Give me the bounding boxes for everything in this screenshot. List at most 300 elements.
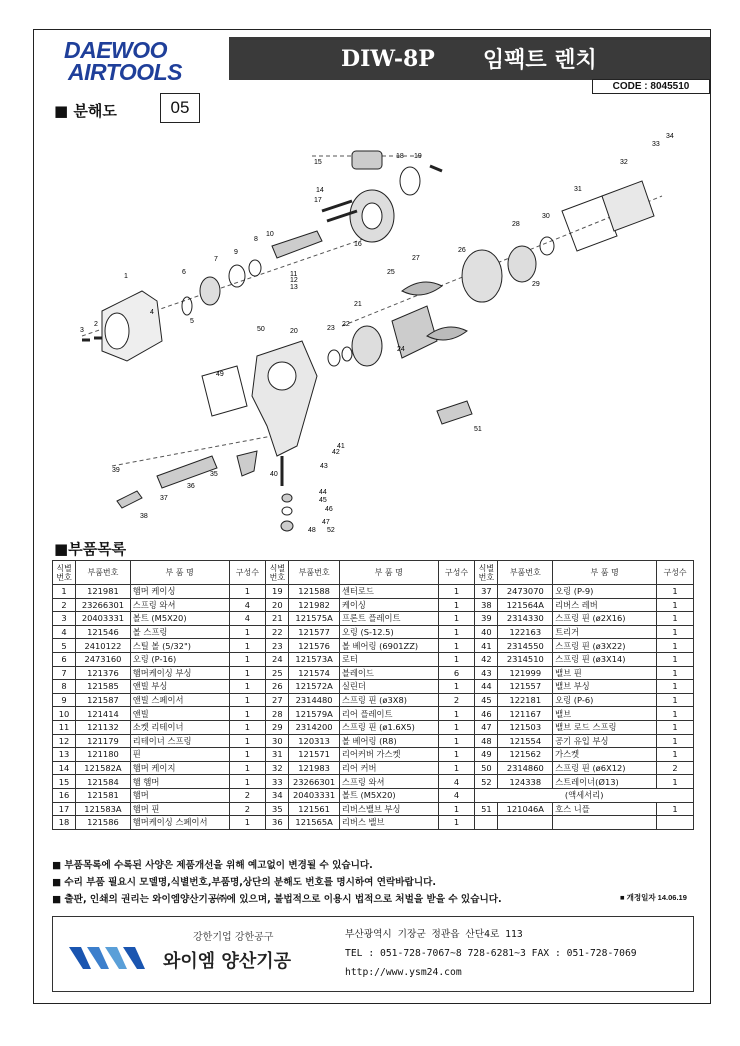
table-cell: 14 <box>53 761 76 775</box>
table-cell: 2 <box>229 788 266 802</box>
column-header: 부품번호 <box>289 561 339 585</box>
table-cell: 20403331 <box>289 788 339 802</box>
table-cell: 47 <box>475 720 498 734</box>
table-cell: 13 <box>53 748 76 762</box>
table-row <box>53 585 694 599</box>
table-cell: 121546 <box>76 625 131 639</box>
table-cell: 121584 <box>76 775 131 789</box>
table-cell: 4 <box>438 775 475 789</box>
table-cell: 1 <box>229 816 266 830</box>
diagram-part-label: 19 <box>414 153 422 160</box>
diagram-part-label: 6 <box>182 269 186 276</box>
table-cell: 121179 <box>76 734 131 748</box>
table-cell: 18 <box>53 816 76 830</box>
table-cell: 프론트 플레이트 <box>339 612 438 626</box>
diagram-part-label: 22 <box>342 321 350 328</box>
diagram-part-label: 18 <box>396 153 404 160</box>
table-cell: 121983 <box>289 761 339 775</box>
table-cell: 1 <box>657 680 694 694</box>
table-cell: 43 <box>475 666 498 680</box>
diagram-part-label: 28 <box>512 221 520 228</box>
table-row <box>53 761 694 775</box>
table-row <box>53 652 694 666</box>
table-cell: 17 <box>53 802 76 816</box>
table-cell: 121586 <box>76 816 131 830</box>
table-cell: 121582A <box>76 761 131 775</box>
table-cell: 1 <box>657 612 694 626</box>
table-cell: 실린더 <box>339 680 438 694</box>
table-cell: 121982 <box>289 598 339 612</box>
table-cell: 121554 <box>498 734 553 748</box>
table-cell: 121579A <box>289 707 339 721</box>
table-cell: 44 <box>475 680 498 694</box>
table-cell: 앤빌 <box>130 707 229 721</box>
table-cell: 121561 <box>289 802 339 816</box>
diagram-part-label: 34 <box>666 133 674 140</box>
diagram-part-label: 4 <box>150 309 154 316</box>
column-header: 식별 번호 <box>266 561 289 585</box>
diagram-part-label: 47 <box>322 519 330 526</box>
table-cell: 트리거 <box>553 625 657 639</box>
diagram-part-label: 33 <box>652 141 660 148</box>
parts-table-header <box>53 561 694 585</box>
table-row <box>53 802 694 816</box>
diagram-part-label: 52 <box>327 527 335 534</box>
diagram-part-label: 15 <box>314 159 322 166</box>
diagram-part-label: 43 <box>320 463 328 470</box>
table-cell: 핀 <box>130 748 229 762</box>
diagram-part-label: 11 <box>290 271 298 278</box>
diagram-page-number: 05 <box>160 93 200 123</box>
company-phone: TEL : 051-728-7067~8 728-6281~3 FAX : 051-728-7069 <box>345 948 637 959</box>
table-cell: 밸브 핀 <box>553 666 657 680</box>
diagram-part-label: 38 <box>140 513 148 520</box>
diagram-part-label: 24 <box>397 346 405 353</box>
table-cell: 2 <box>229 802 266 816</box>
table-cell: 31 <box>266 748 289 762</box>
table-cell: 공기 유입 부싱 <box>553 734 657 748</box>
table-cell: 밸브 로드 스프링 <box>553 720 657 734</box>
table-cell: 121577 <box>289 625 339 639</box>
table-cell: 햄머 케이지 <box>130 761 229 775</box>
table-cell: 볼트 (M5X20) <box>130 612 229 626</box>
table-cell: 2314480 <box>289 693 339 707</box>
table-cell: 볼 스프링 <box>130 625 229 639</box>
table-cell: 오링 (P-6) <box>553 693 657 707</box>
table-cell: 4 <box>53 625 76 639</box>
note-2: ■ 수리 부품 필요시 모델명,식별번호,부품명,상단의 분해도 번호를 명시하여 연락바랍니다. <box>52 877 436 888</box>
table-cell: 3 <box>53 612 76 626</box>
table-cell: 12 <box>53 734 76 748</box>
table-cell <box>498 816 553 830</box>
diagram-part-label: 45 <box>319 497 327 504</box>
table-cell: 스프링 핀 (ø6X12) <box>553 761 657 775</box>
table-cell: 52 <box>475 775 498 789</box>
table-cell: 스프링 핀 (ø1.6X5) <box>339 720 438 734</box>
table-cell: 121576 <box>289 639 339 653</box>
table-cell: 1 <box>438 680 475 694</box>
daewoo-airtools-logo: DAEWOO AIRTOOLS <box>64 37 182 85</box>
title-bar <box>229 37 710 80</box>
table-cell: 23266301 <box>289 775 339 789</box>
table-cell: 호스 니플 <box>553 802 657 816</box>
table-cell: 121376 <box>76 666 131 680</box>
diagram-part-label: 50 <box>257 326 265 333</box>
ym-company-logo-icon <box>65 941 161 977</box>
diagram-part-label: 44 <box>319 489 327 496</box>
table-cell: 121180 <box>76 748 131 762</box>
table-cell: 21 <box>266 612 289 626</box>
table-cell: 케이싱 <box>339 598 438 612</box>
table-row <box>53 680 694 694</box>
diagram-part-label: 46 <box>325 506 333 513</box>
table-cell: 4 <box>229 598 266 612</box>
table-row <box>53 625 694 639</box>
table-row <box>53 693 694 707</box>
diagram-part-label: 26 <box>458 247 466 254</box>
table-cell: 121999 <box>498 666 553 680</box>
column-header: 구성수 <box>438 561 475 585</box>
table-cell: 2314330 <box>498 612 553 626</box>
table-cell: 볼 베어링 (6901ZZ) <box>339 639 438 653</box>
table-cell: 1 <box>438 652 475 666</box>
table-cell: 1 <box>229 585 266 599</box>
table-cell: 1 <box>229 625 266 639</box>
table-cell: 121557 <box>498 680 553 694</box>
column-header: 구성수 <box>229 561 266 585</box>
table-cell: 햄머케이싱 스페이서 <box>130 816 229 830</box>
table-cell: 121571 <box>289 748 339 762</box>
table-cell: 4 <box>229 612 266 626</box>
table-cell: 1 <box>657 652 694 666</box>
table-cell: 1 <box>229 666 266 680</box>
company-url[interactable]: http://www.ysm24.com <box>345 967 462 978</box>
table-cell: 1 <box>657 639 694 653</box>
table-cell: 1 <box>438 707 475 721</box>
table-cell: 20 <box>266 598 289 612</box>
table-cell: 1 <box>438 761 475 775</box>
exploded-view-title: ■ 분해도 <box>54 102 117 120</box>
column-header: 부 품 명 <box>339 561 438 585</box>
table-cell: 스틸 볼 (5/32") <box>130 639 229 653</box>
diagram-part-label: 12 <box>290 277 298 284</box>
column-header: 부품번호 <box>76 561 131 585</box>
table-cell: 1 <box>657 625 694 639</box>
table-cell: 2314550 <box>498 639 553 653</box>
table-cell: 5 <box>53 639 76 653</box>
table-cell: 26 <box>266 680 289 694</box>
diagram-part-label: 40 <box>270 471 278 478</box>
column-header: 부 품 명 <box>553 561 657 585</box>
table-cell: 45 <box>475 693 498 707</box>
diagram-part-label: 5 <box>190 318 194 325</box>
product-code: CODE : 8045510 <box>592 79 710 94</box>
table-cell: 오링 (P-16) <box>130 652 229 666</box>
table-cell: 1 <box>229 639 266 653</box>
table-cell: 1 <box>438 734 475 748</box>
table-cell: 7 <box>53 666 76 680</box>
table-cell: (액세서리) <box>475 788 694 802</box>
table-cell: 햄머케이싱 부싱 <box>130 666 229 680</box>
table-cell: 리버스밸브 부싱 <box>339 802 438 816</box>
table-cell: 1 <box>229 748 266 762</box>
table-cell: 122181 <box>498 693 553 707</box>
notes <box>52 857 502 908</box>
table-cell: 24 <box>266 652 289 666</box>
table-cell: 1 <box>229 775 266 789</box>
table-cell: 스프링 핀 (ø2X16) <box>553 612 657 626</box>
table-cell: 19 <box>266 585 289 599</box>
table-cell: 1 <box>53 585 76 599</box>
table-cell: 121573A <box>289 652 339 666</box>
table-cell: 1 <box>657 748 694 762</box>
table-cell: 50 <box>475 761 498 775</box>
page-frame <box>33 29 711 1004</box>
column-header: 구성수 <box>657 561 694 585</box>
table-cell: 1 <box>657 775 694 789</box>
table-cell: 122163 <box>498 625 553 639</box>
table-cell: 1 <box>438 639 475 653</box>
diagram-part-label: 20 <box>290 328 298 335</box>
table-cell: 2314860 <box>498 761 553 775</box>
table-cell: 46 <box>475 707 498 721</box>
table-cell: 1 <box>657 720 694 734</box>
table-cell: 1 <box>657 666 694 680</box>
diagram-part-label: 10 <box>266 231 274 238</box>
table-cell: 10 <box>53 707 76 721</box>
table-row <box>53 788 694 802</box>
table-cell: 리어커버 가스켓 <box>339 748 438 762</box>
diagram-part-label: 23 <box>327 325 335 332</box>
table-cell: 8 <box>53 680 76 694</box>
table-cell: 48 <box>475 734 498 748</box>
table-cell: 스프링 와셔 <box>339 775 438 789</box>
table-cell: 리어 플레이트 <box>339 707 438 721</box>
table-cell: 앤빌 스페이서 <box>130 693 229 707</box>
diagram-part-label: 39 <box>112 467 120 474</box>
table-cell: 1 <box>438 585 475 599</box>
table-cell: 1 <box>229 680 266 694</box>
table-cell: 16 <box>53 788 76 802</box>
table-cell: 1 <box>438 612 475 626</box>
table-cell: 오링 (S-12.5) <box>339 625 438 639</box>
table-cell: 20403331 <box>76 612 131 626</box>
table-cell: 32 <box>266 761 289 775</box>
table-cell: 121585 <box>76 680 131 694</box>
table-cell: 1 <box>229 734 266 748</box>
table-row <box>53 598 694 612</box>
column-header: 식별 번호 <box>53 561 76 585</box>
table-cell: 1 <box>229 761 266 775</box>
table-cell: 리버스 밸브 <box>339 816 438 830</box>
table-row <box>53 720 694 734</box>
table-cell: 2314510 <box>498 652 553 666</box>
column-header: 부 품 명 <box>130 561 229 585</box>
table-cell: 1 <box>657 707 694 721</box>
table-cell: 스프링 와셔 <box>130 598 229 612</box>
table-cell: 121588 <box>289 585 339 599</box>
table-cell: 1 <box>229 693 266 707</box>
table-cell: 121046A <box>498 802 553 816</box>
table-cell: 11 <box>53 720 76 734</box>
table-cell: 로터 <box>339 652 438 666</box>
parts-table-body <box>53 585 694 830</box>
diagram-part-label: 14 <box>316 187 324 194</box>
table-cell: 120313 <box>289 734 339 748</box>
table-cell <box>553 816 657 830</box>
table-cell: 1 <box>438 625 475 639</box>
table-cell: 오링 (P-9) <box>553 585 657 599</box>
table-cell: 23266301 <box>76 598 131 612</box>
table-cell: 121565A <box>289 816 339 830</box>
table-cell: 1 <box>438 598 475 612</box>
table-cell: 121167 <box>498 707 553 721</box>
table-cell: 밸브 <box>553 707 657 721</box>
table-cell: 121414 <box>76 707 131 721</box>
table-cell: 28 <box>266 707 289 721</box>
revision-date: ■ 개정일자 14.06.19 <box>620 893 687 902</box>
model-name: DIW-8P <box>341 45 435 72</box>
diagram-part-label: 13 <box>290 284 298 291</box>
table-cell: 34 <box>266 788 289 802</box>
product-name: 임팩트 렌치 <box>482 48 597 73</box>
table-cell: 40 <box>475 625 498 639</box>
table-cell: 가스켓 <box>553 748 657 762</box>
table-cell: 25 <box>266 666 289 680</box>
table-cell: 햄머 <box>130 788 229 802</box>
diagram-part-label: 51 <box>474 426 482 433</box>
table-cell: 23 <box>266 639 289 653</box>
table-cell: 1 <box>438 816 475 830</box>
table-cell: 121564A <box>498 598 553 612</box>
diagram-part-label: 25 <box>387 269 395 276</box>
table-cell: 39 <box>475 612 498 626</box>
table-cell: 1 <box>229 707 266 721</box>
table-cell <box>657 816 694 830</box>
table-cell: 22 <box>266 625 289 639</box>
table-cell: 1 <box>438 748 475 762</box>
table-cell: 121981 <box>76 585 131 599</box>
diagram-part-label: 1 <box>124 273 128 280</box>
table-cell: 앤빌 부싱 <box>130 680 229 694</box>
table-cell: 센터로드 <box>339 585 438 599</box>
table-cell: 소켓 리테이너 <box>130 720 229 734</box>
table-cell <box>475 816 498 830</box>
table-cell: 볼트 (M5X20) <box>339 788 438 802</box>
table-cell: 1 <box>229 720 266 734</box>
table-row <box>53 707 694 721</box>
table-cell: 햄머 케이싱 <box>130 585 229 599</box>
table-cell: 41 <box>475 639 498 653</box>
table-cell: 2473070 <box>498 585 553 599</box>
table-cell: 38 <box>475 598 498 612</box>
diagram-part-label: 27 <box>412 255 420 262</box>
table-cell: 스프링 핀 (ø3X8) <box>339 693 438 707</box>
table-cell: 스프링 핀 (ø3X14) <box>553 652 657 666</box>
table-row <box>53 816 694 830</box>
diagram-part-label: 9 <box>234 249 238 256</box>
diagram-part-label: 2 <box>94 321 98 328</box>
diagram-part-label: 21 <box>354 301 362 308</box>
diagram-part-label: 37 <box>160 495 168 502</box>
table-cell: 42 <box>475 652 498 666</box>
diagram-part-label: 8 <box>254 236 258 243</box>
table-cell: 29 <box>266 720 289 734</box>
table-cell: 121583A <box>76 802 131 816</box>
table-cell: 27 <box>266 693 289 707</box>
table-cell: 리버스 레버 <box>553 598 657 612</box>
parts-table <box>52 560 694 830</box>
table-cell: 리어 커버 <box>339 761 438 775</box>
table-cell: 2 <box>657 761 694 775</box>
company-tagline: 강한기업 강한공구 <box>193 932 274 943</box>
table-cell: 51 <box>475 802 498 816</box>
company-name: 와이엠 양산기공 <box>163 951 291 972</box>
table-row <box>53 612 694 626</box>
table-cell: 6 <box>53 652 76 666</box>
diagram-part-label: 16 <box>354 241 362 248</box>
diagram-part-label: 30 <box>542 213 550 220</box>
table-cell: 9 <box>53 693 76 707</box>
diagram-part-label: 36 <box>187 483 195 490</box>
table-cell: 1 <box>438 720 475 734</box>
table-cell: 블레이드 <box>339 666 438 680</box>
table-row <box>53 734 694 748</box>
diagram-part-label: 17 <box>314 197 322 204</box>
table-cell: 1 <box>657 734 694 748</box>
diagram-part-label: 49 <box>216 371 224 378</box>
diagram-part-label: 35 <box>210 471 218 478</box>
table-cell: 볼 베어링 (R8) <box>339 734 438 748</box>
table-cell: 121132 <box>76 720 131 734</box>
column-header: 부품번호 <box>498 561 553 585</box>
table-cell: 2 <box>438 693 475 707</box>
exploded-diagram <box>42 126 702 536</box>
column-header: 식별 번호 <box>475 561 498 585</box>
company-contact <box>345 925 637 982</box>
table-cell: 리테이너 스프링 <box>130 734 229 748</box>
table-cell: 30 <box>266 734 289 748</box>
table-cell: 35 <box>266 802 289 816</box>
table-cell: 1 <box>657 802 694 816</box>
table-cell: 2473160 <box>76 652 131 666</box>
note-3: ■ 출판, 인쇄의 권리는 와이엠양산기공㈜에 있으며, 불법적으로 이용시 법적으로 처벌을 받을 수 있습니다. <box>52 894 502 905</box>
parts-list-title: ■부품목록 <box>54 540 127 558</box>
diagram-part-label: 31 <box>574 186 582 193</box>
diagram-part-label: 41 <box>337 443 345 450</box>
table-cell: 2 <box>53 598 76 612</box>
table-cell: 121587 <box>76 693 131 707</box>
table-cell: 햄머 핀 <box>130 802 229 816</box>
table-cell: 2314200 <box>289 720 339 734</box>
diagram-part-label: 3 <box>80 327 84 334</box>
table-cell: 124338 <box>498 775 553 789</box>
table-cell: 33 <box>266 775 289 789</box>
table-cell: 121574 <box>289 666 339 680</box>
diagram-part-label: 32 <box>620 159 628 166</box>
table-row <box>53 639 694 653</box>
table-cell: 스트레이너(Ø13) <box>553 775 657 789</box>
table-cell: 1 <box>229 652 266 666</box>
table-cell: 햄 햄머 <box>130 775 229 789</box>
table-cell: 121562 <box>498 748 553 762</box>
table-cell: 스프링 핀 (ø3X22) <box>553 639 657 653</box>
table-row <box>53 666 694 680</box>
table-cell: 1 <box>438 802 475 816</box>
table-cell: 1 <box>657 693 694 707</box>
table-cell: 36 <box>266 816 289 830</box>
company-footer <box>52 916 694 992</box>
